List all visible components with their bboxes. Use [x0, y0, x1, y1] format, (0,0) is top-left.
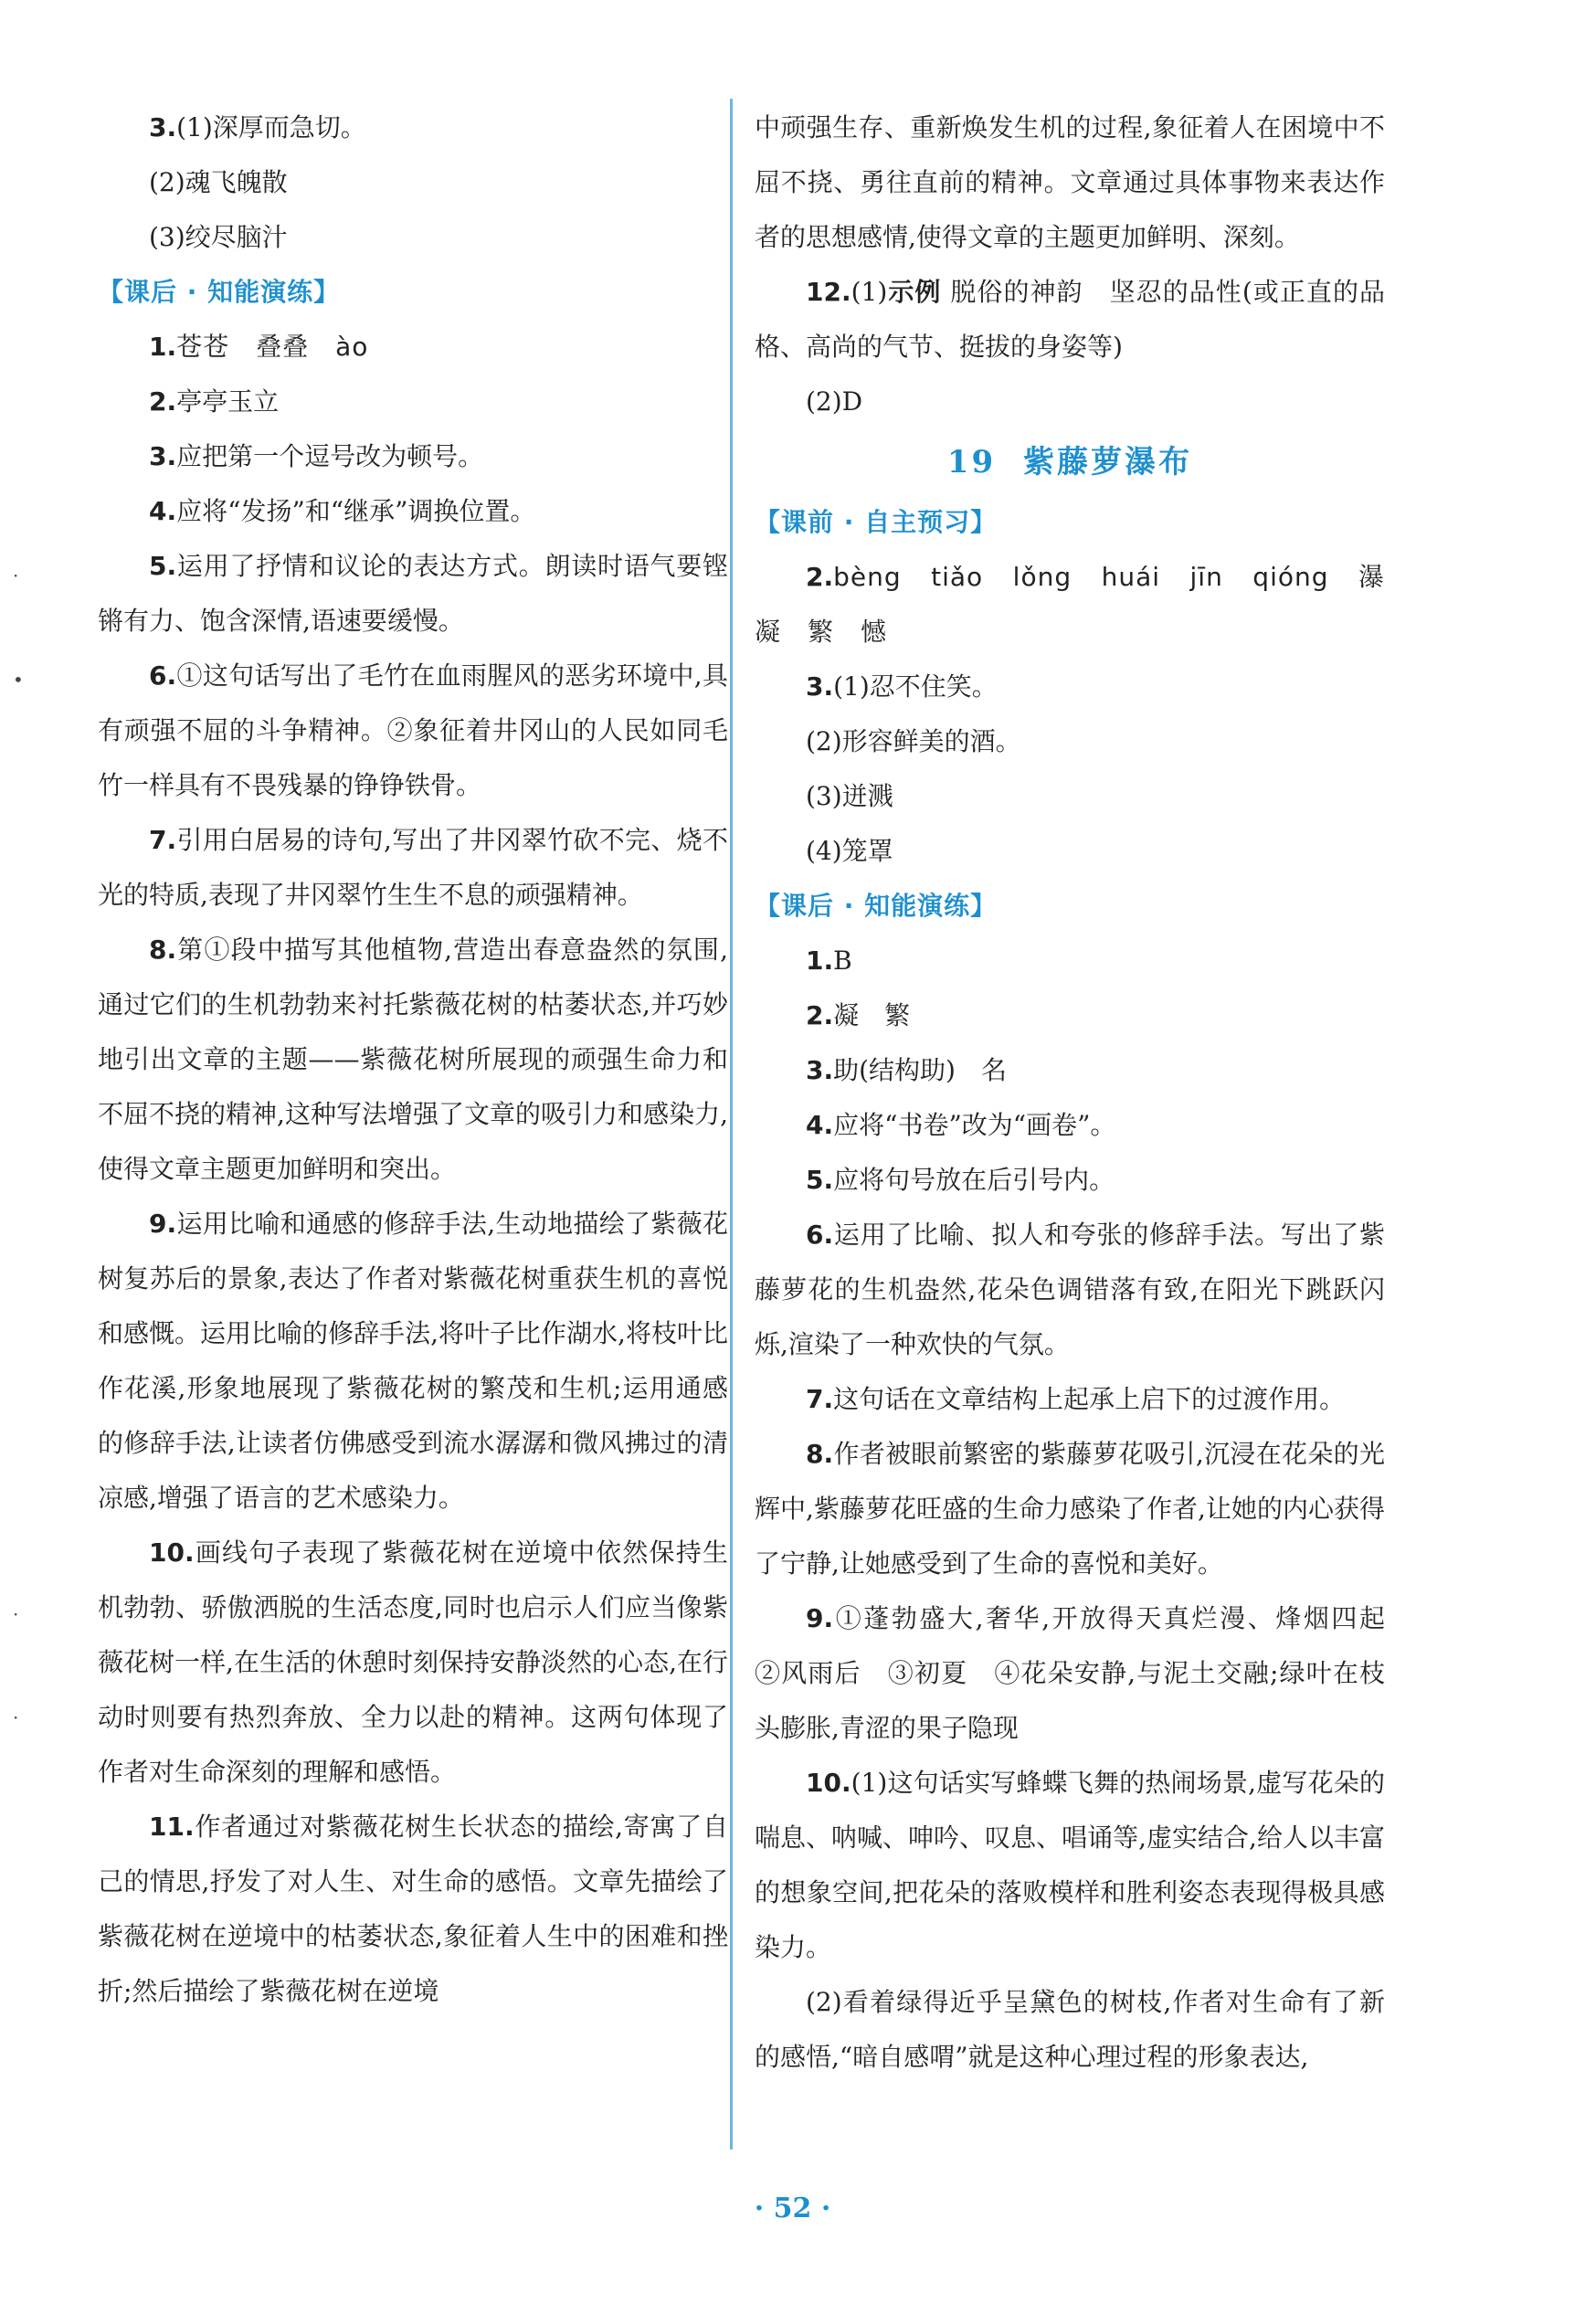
section-heading-before-class: 【课前 · 自主预习】 [755, 507, 998, 537]
answer-d9: 9.①蓬勃盛大,奢华,开放得天真烂漫、烽烟四起 ②风雨后 ③初夏 ④花朵安静,与泥土交融;绿叶在枝头膨胀,青涩的果子隐现 [755, 1603, 1411, 1743]
answer-b11-continued: 中顽强生存、重新焕发生机的过程,象征着人在困境中不屈不挠、勇往直前的精神。文章通过具体事物来表达作者的思想感情,使得文章的主题更加鲜明、深刻。 [755, 112, 1385, 252]
answer-c3-3: (3)迸溅 [806, 781, 893, 811]
section-heading-after-class: 【课后 · 知能演练】 [98, 277, 341, 307]
answer-c3-4: (4)笼罩 [806, 836, 893, 866]
left-column [98, 100, 728, 2019]
answer-b9: 9.运用比喻和通感的修辞手法,生动地描绘了紫薇花树复苏后的景象,表达了作者对紫薇花树重获生机的喜悦和感慨。运用比喻的修辞手法,将叶子比作湖水,将枝叶比作花溪,形象地展现了紫薇花树的繁茂和生机;运用通感的修辞手法,让读者仿佛感受到流水潺潺和微风拂过的清凉感,增强了语言的艺术感染力。 [98, 1209, 728, 1513]
answer-c2: 2.bèng tiǎo lǒng huái jīn qióng 瀑 凝 繁 憾 [755, 562, 1412, 647]
scan-dot: • [13, 669, 24, 691]
answer-d10-2: (2)看着绿得近乎呈黛色的树枝,作者对生命有了新的感悟,“暗自感喟”就是这种心理过程的形象表达, [755, 1987, 1385, 2072]
answer-d3: 3.助(结构助) 名 [806, 1055, 1007, 1085]
answer-b11: 11.作者通过对紫薇花树生长状态的描绘,寄寓了自己的情思,抒发了对人生、对生命的感悟。文章先描绘了紫薇花树在逆境中的枯萎状态,象征着人生中的困难和挫折;然后描绘了紫薇花树在逆境 [98, 1812, 728, 2006]
answer-3: 3.(1)深厚而急切。 [149, 112, 366, 143]
answer-d5: 5.应将句号放在后引号内。 [806, 1165, 1115, 1195]
answer-b6: 6.①这句话写出了毛竹在血雨腥风的恶劣环境中,具有顽强不屈的斗争精神。②象征着井冈山的人民如同毛竹一样具有不畏残暴的铮铮铁骨。 [98, 660, 728, 800]
answer-c3-2: (2)形容鲜美的酒。 [806, 726, 1021, 756]
answer-b8: 8.第①段中描写其他植物,营造出春意盎然的氛围,通过它们的生机勃勃来衬托紫薇花树的枯萎状态,并巧妙地引出文章的主题——紫薇花树所展现的顽强生命力和不屈不挠的精神,这种写法增强了文章的吸引力和感染力,使得文章主题更加鲜明和突出。 [98, 935, 728, 1184]
answer-b3: 3.应把第一个逗号改为顿号。 [149, 441, 484, 471]
answer-3-2: (2)魂飞魄散 [149, 167, 288, 197]
column-divider [730, 99, 733, 2150]
answer-b1: 1.苍苍 叠叠 ào [149, 332, 369, 362]
answer-d2: 2.凝 繁 [806, 1000, 911, 1030]
section-heading-after-class-2: 【课后 · 知能演练】 [755, 891, 998, 921]
answer-b4: 4.应将“发扬”和“继承”调换位置。 [149, 496, 536, 526]
scan-dot: · [13, 565, 19, 586]
answer-d8: 8.作者被眼前繁密的紫藤萝花吸引,沉浸在花朵的光辉中,紫藤萝花旺盛的生命力感染了作者,让她的内心获得了宁静,让她感受到了生命的喜悦和美好。 [755, 1439, 1385, 1579]
answer-b7: 7.引用白居易的诗句,写出了井冈翠竹砍不完、烧不光的特质,表现了井冈翠竹生生不息的顽强精神。 [98, 825, 728, 910]
answer-b12: 12.(1)示例 脱俗的神韵 坚忍的品性(或正直的品格、高尚的气节、挺拔的身姿等) [755, 277, 1385, 362]
answer-b5: 5.运用了抒情和议论的表达方式。朗读时语气要铿锵有力、饱含深情,语速要缓慢。 [98, 551, 728, 636]
answer-d1: 1.B [806, 945, 852, 976]
answer-d6: 6.运用了比喻、拟人和夸张的修辞手法。写出了紫藤萝花的生机盎然,花朵色调错落有致,在阳光下跳跃闪烁,渲染了一种欢快的气氛。 [755, 1220, 1385, 1359]
answer-d7: 7.这句话在文章结构上起承上启下的过渡作用。 [806, 1384, 1346, 1414]
right-column [755, 100, 1412, 2085]
answer-d10: 10.(1)这句话实写蜂蝶飞舞的热闹场景,虚写花朵的喘息、呐喊、呻吟、叹息、唱诵等,虚实结合,给人以丰富的想象空间,把花朵的落败模样和胜利姿态表现得极具感染力。 [755, 1768, 1385, 1962]
scan-dot: · [13, 1706, 19, 1728]
chapter-title: 19 紫藤萝瀑布 [946, 444, 1193, 481]
answer-b2: 2.亭亭玉立 [149, 386, 280, 417]
answer-d4: 4.应将“书卷”改为“画卷”。 [806, 1110, 1116, 1140]
answer-3-3: (3)绞尽脑汁 [149, 222, 288, 252]
answer-c3: 3.(1)忍不住笑。 [806, 671, 998, 702]
answer-b12-2: (2)D [806, 386, 863, 417]
answer-b10: 10.画线句子表现了紫薇花树在逆境中依然保持生机勃勃、骄傲洒脱的生活态度,同时也启示人们应当像紫薇花树一样,在生活的休憩时刻保持安静淡然的心态,在行动时则要有热烈奔放、全力以赴的精神。这两句体现了作者对生命深刻的理解和感悟。 [98, 1537, 728, 1787]
scan-dot: · [13, 1603, 19, 1625]
page-number: · 52 · [754, 2192, 831, 2224]
